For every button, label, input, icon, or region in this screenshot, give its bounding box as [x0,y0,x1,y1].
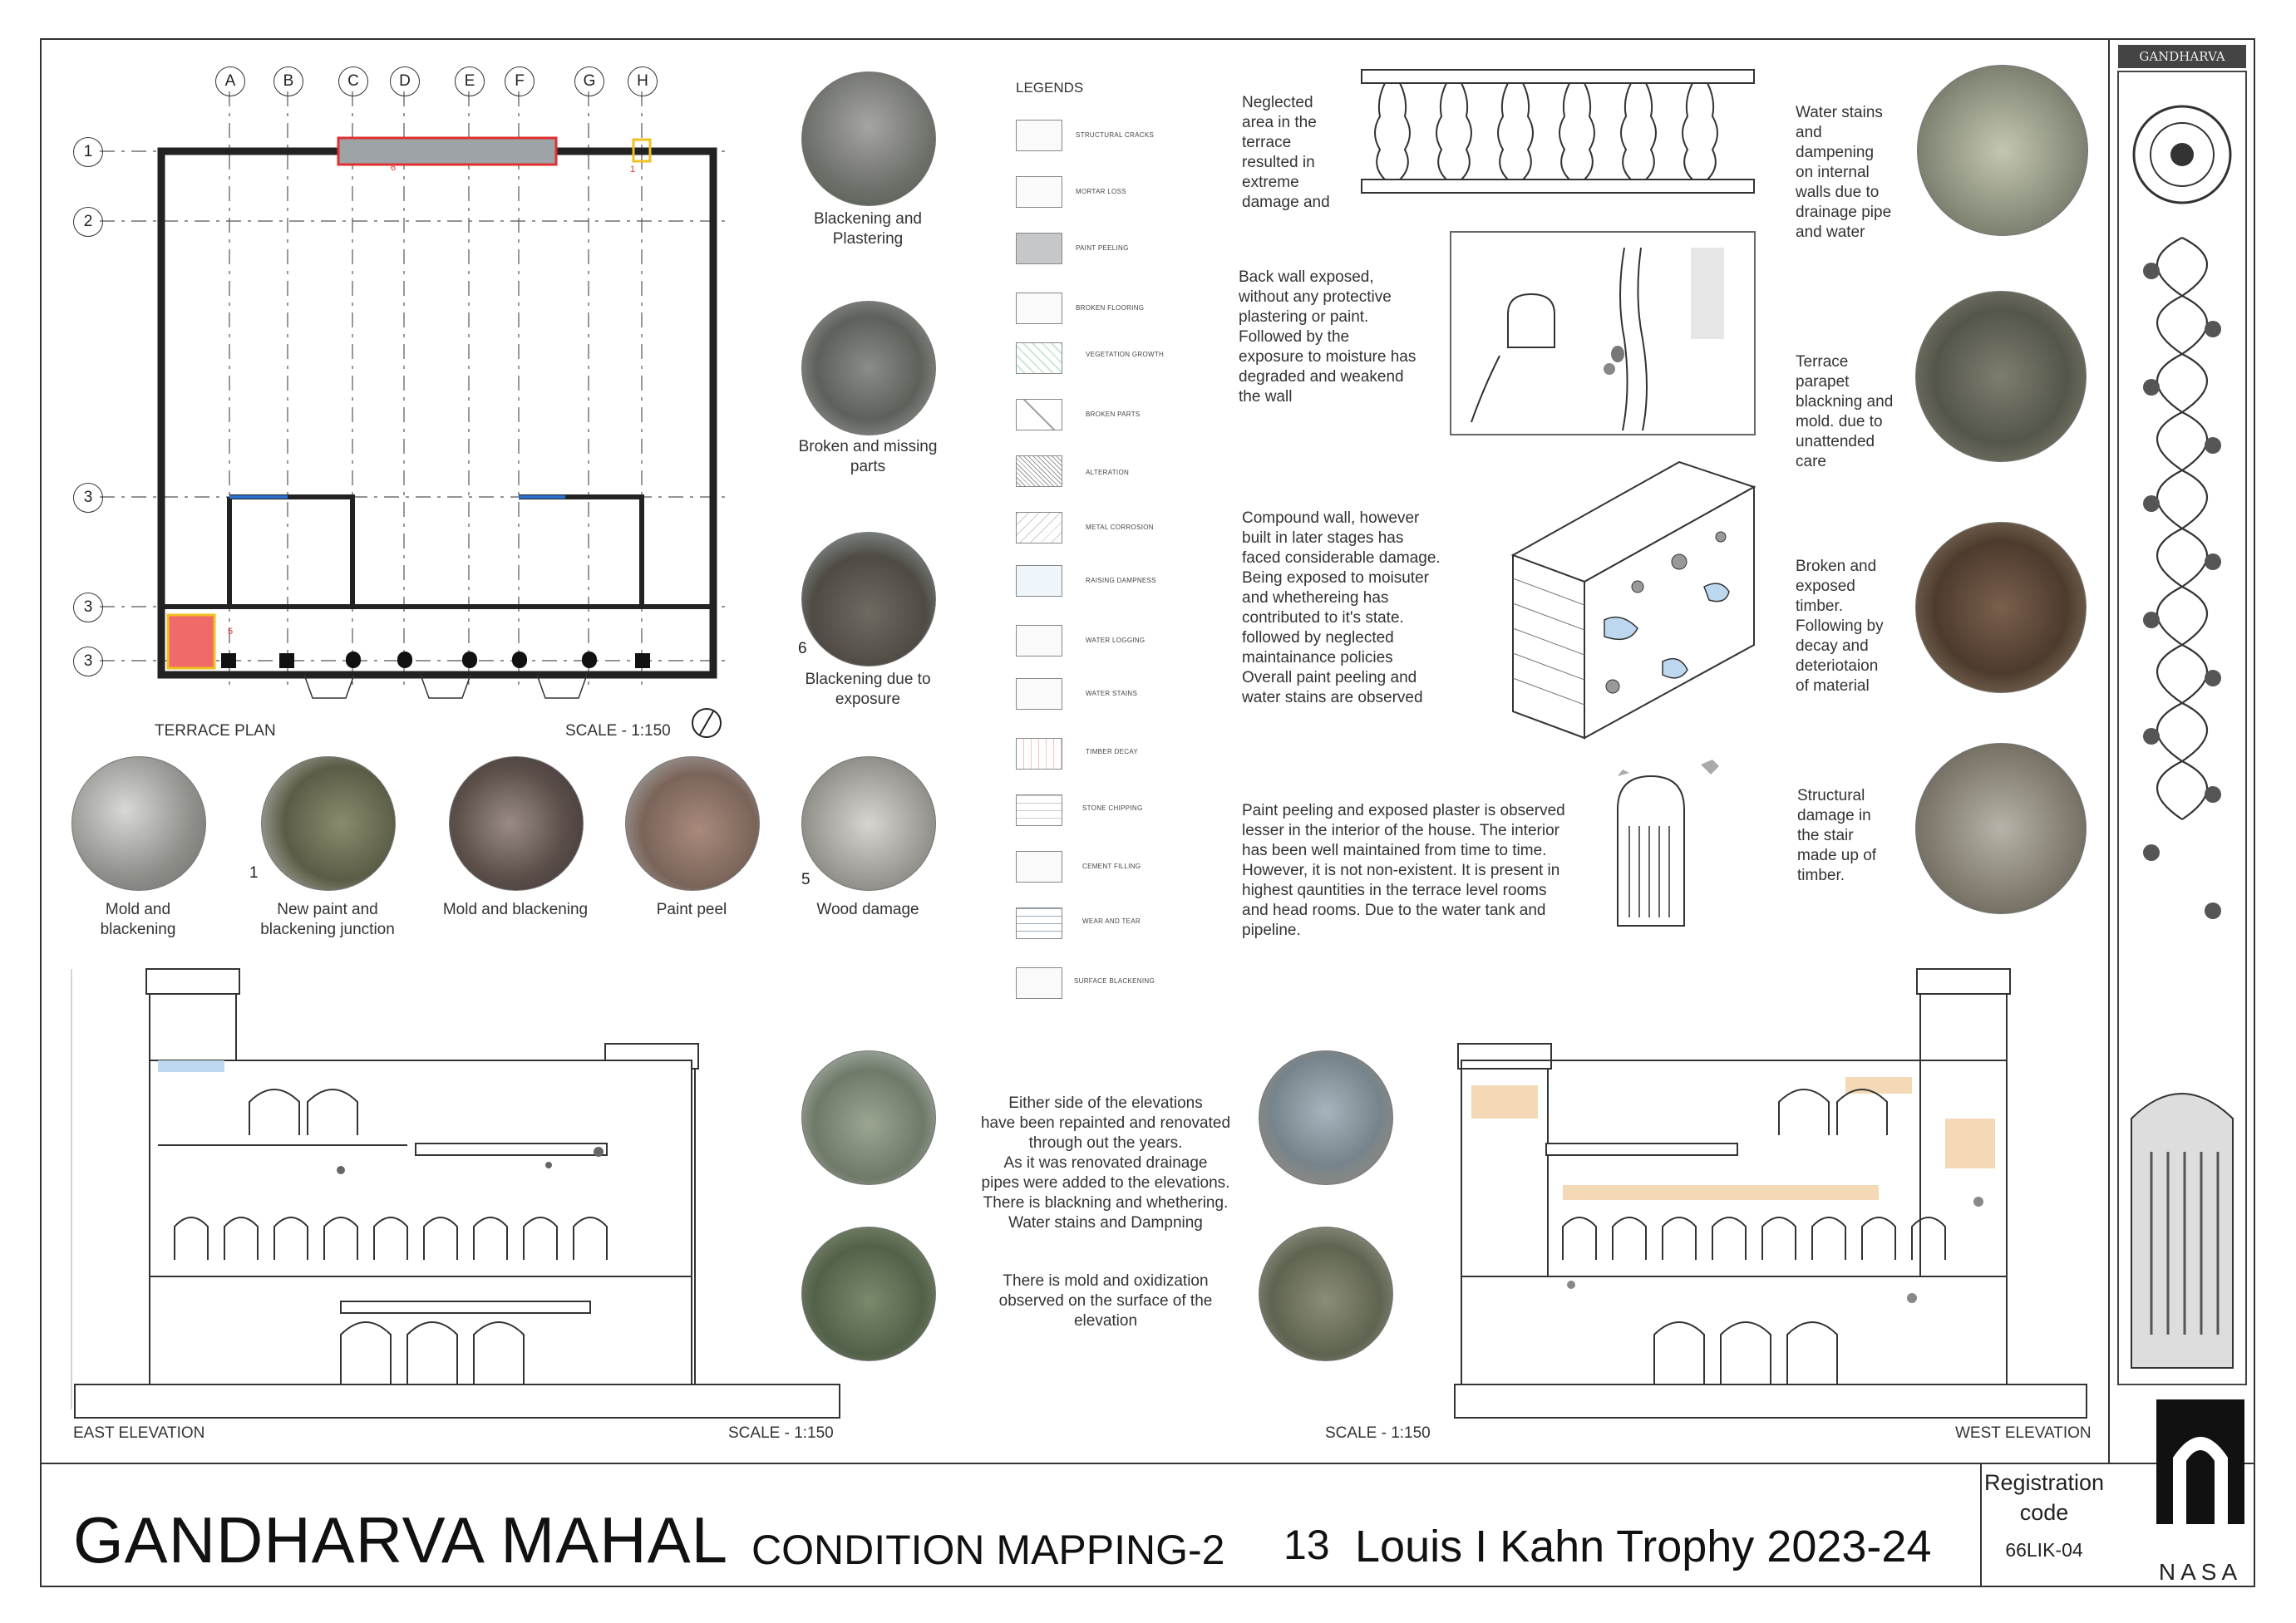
footer-trophy: Louis I Kahn Trophy 2023-24 [1355,1522,1932,1571]
plan-marker-5: 5 [228,627,234,637]
legend-swatch [1016,342,1062,374]
grid-bubble-row: 3 [73,593,103,622]
right-note-broken-timber: Broken and exposed timber. Following by decay and deteriotaion of material [1796,558,1884,695]
photo-stair-damage [1915,743,2087,914]
legend-swatch [1016,233,1062,264]
legend-swatch [1016,293,1062,324]
grid-bubble-row: 3 [73,647,103,676]
grid-bubble-col: E [455,66,485,96]
legend-label: VEGETATION GROWTH [1086,351,1165,358]
grid-bubble-col: H [628,66,658,96]
grid-bubble-col: D [390,66,420,96]
note-backwall: Back wall exposed, without any protective plastering or paint. Followed by the exposure to moisture has degraded and weakend the wall [1239,268,1417,406]
photo-terrace-parapet [1915,291,2087,462]
legend-swatch [1016,625,1062,657]
right-note-stair-damage: Structural damage in the stair made up of timber. [1797,787,1877,884]
photo-blackening-exposure [801,532,936,666]
legend-swatch [1016,678,1062,710]
footer-title: GANDHARVA MAHAL [73,1503,728,1576]
photo-paint-peel [625,756,760,891]
right-note-water-stains: Water stains and dampening on internal walls due to drainage pipe and water [1796,104,1892,241]
nasa-logo-icon [2156,1399,2244,1524]
note-compound: Compound wall, however built in later stages has faced considerable damage. Being exposed to moisuter and whethereing has contributed to it's state. followed by neglected maintainance policies Overall paint peeling and water stains are observed [1242,509,1441,706]
photo-water-stains [1917,65,2088,236]
note-elevations: Either side of the elevations have been repainted and renovated through out the years. As it was renovated drainage pipes were added to the elevations. There is blackning and whethering. Water stains and Dampning [980,1094,1231,1232]
caption-blackening-exposure: Blackening due to exposure [805,671,931,708]
west-elevation-scale: SCALE - 1:150 [1325,1424,1431,1442]
grid-bubble-col: G [574,66,604,96]
nasa-logo-text: NASA [2158,1559,2243,1585]
photo-number: 5 [801,871,810,888]
grid-bubble-col: C [338,66,368,96]
photo-number: 6 [798,640,807,657]
legend-label: PAINT PEELING [1076,244,1129,252]
plan-marker-6: 6 [391,163,397,173]
photo-elevation-mold-west [1259,1227,1393,1361]
note-interior: Paint peeling and exposed plaster is observed lesser in the interior of the house. The interior has been well maintained from time to time. However, it is not non-existent. It is present in highest qauntities in the terrace level rooms and head rooms. Due to the water tank and pipeline. [1242,802,1565,939]
legend-label: STONE CHIPPING [1082,804,1143,812]
registration-label: Registration code [1983,1470,2105,1525]
legend-swatch [1016,967,1062,999]
legend-label: WATER STAINS [1086,690,1138,697]
photo-elevation-west [1259,1050,1393,1185]
backwall-sketch [1450,231,1756,435]
footer-divider [40,1463,2255,1464]
note-mold: There is mold and oxidization observed on the surface of the elevation [998,1272,1213,1330]
balustrade-sketch [1360,68,1756,196]
legend-swatch [1016,851,1062,883]
plan-marker-1: 1 [630,165,636,175]
legend-label: TIMBER DECAY [1086,748,1139,755]
legend-label: SURFACE BLACKENING [1074,977,1155,985]
grid-bubble-row: 3 [73,483,103,513]
caption-blackening-plastering: Blackening and Plastering [814,210,922,248]
legend-swatch [1016,907,1062,939]
photo-new-paint-junction [261,756,396,891]
east-elevation-scale: SCALE - 1:150 [728,1424,834,1442]
north-arrow-icon [690,706,723,740]
grid-bubble-col: A [215,66,245,96]
plan-scale: SCALE - 1:150 [565,722,671,740]
note-terrace: Neglected area in the terrace resulted in extreme damage and [1242,94,1330,211]
photo-broken-missing-parts [801,301,936,435]
caption-broken-missing-parts: Broken and missing parts [798,438,938,475]
sidebar-banner: GANDHARVA [2118,45,2246,68]
photo-broken-timber [1915,522,2087,693]
legend-label: STRUCTURAL CRACKS [1076,131,1155,139]
compound-wall-sketch [1513,462,1754,738]
door-sketch [1609,751,1767,934]
legend-swatch [1016,794,1062,826]
legend-label: CEMENT FILLING [1082,863,1141,870]
caption-mold-blackening-2: Mold and blackening [442,901,589,918]
legend-swatch [1016,120,1062,151]
photo-mold-blackening-2 [449,756,584,891]
footer-number: 13 [1283,1522,1330,1568]
legend-swatch [1016,565,1062,597]
photo-mold-blackening [71,756,206,891]
caption-wood-damage: Wood damage [816,901,919,918]
footer-subtitle: CONDITION MAPPING-2 [751,1527,1225,1573]
sidebar-divider [2108,38,2110,1463]
legend-label: WEAR AND TEAR [1082,917,1141,925]
caption-mold-blackening: Mold and blackening [100,901,176,938]
east-elevation-label: EAST ELEVATION [73,1424,205,1442]
legend-swatch [1016,738,1062,770]
terrace-plan [67,58,790,723]
east-elevation-drawing [67,952,848,1426]
photo-number: 1 [249,864,259,882]
photo-blackening-plastering [801,71,936,206]
right-note-terrace-parapet: Terrace parapet blackning and mold. due to unattended care [1796,353,1894,470]
caption-new-paint-junction: New paint and blackening junction [260,901,395,938]
legend-swatch [1016,512,1062,543]
west-elevation-label: WEST ELEVATION [1955,1424,2092,1442]
grid-bubble-row: 2 [73,207,103,237]
caption-paint-peel: Paint peel [656,901,727,918]
legend-swatch [1016,176,1062,208]
grid-bubble-row: 1 [73,137,103,167]
ornament-column-illustration [2118,71,2246,1384]
registration-code: 66LIK-04 [2005,1539,2083,1561]
legend-label: ALTERATION [1086,469,1130,476]
plan-title: TERRACE PLAN [155,722,276,740]
legend-label: WATER LOGGING [1086,637,1146,644]
west-elevation-drawing [1446,952,2095,1426]
legend-label: RAISING DAMPNESS [1086,577,1156,584]
legend-swatch [1016,399,1062,430]
legend-label: MORTAR LOSS [1076,188,1126,195]
legend-label: BROKEN FLOORING [1076,304,1145,312]
legend-label: BROKEN PARTS [1086,411,1141,418]
legend-swatch [1016,455,1062,487]
grid-bubble-col: B [273,66,303,96]
grid-bubble-col: F [505,66,535,96]
legend-label: METAL CORROSION [1086,524,1154,531]
photo-wood-damage [801,756,936,891]
legends-title: LEGENDS [1016,80,1084,96]
